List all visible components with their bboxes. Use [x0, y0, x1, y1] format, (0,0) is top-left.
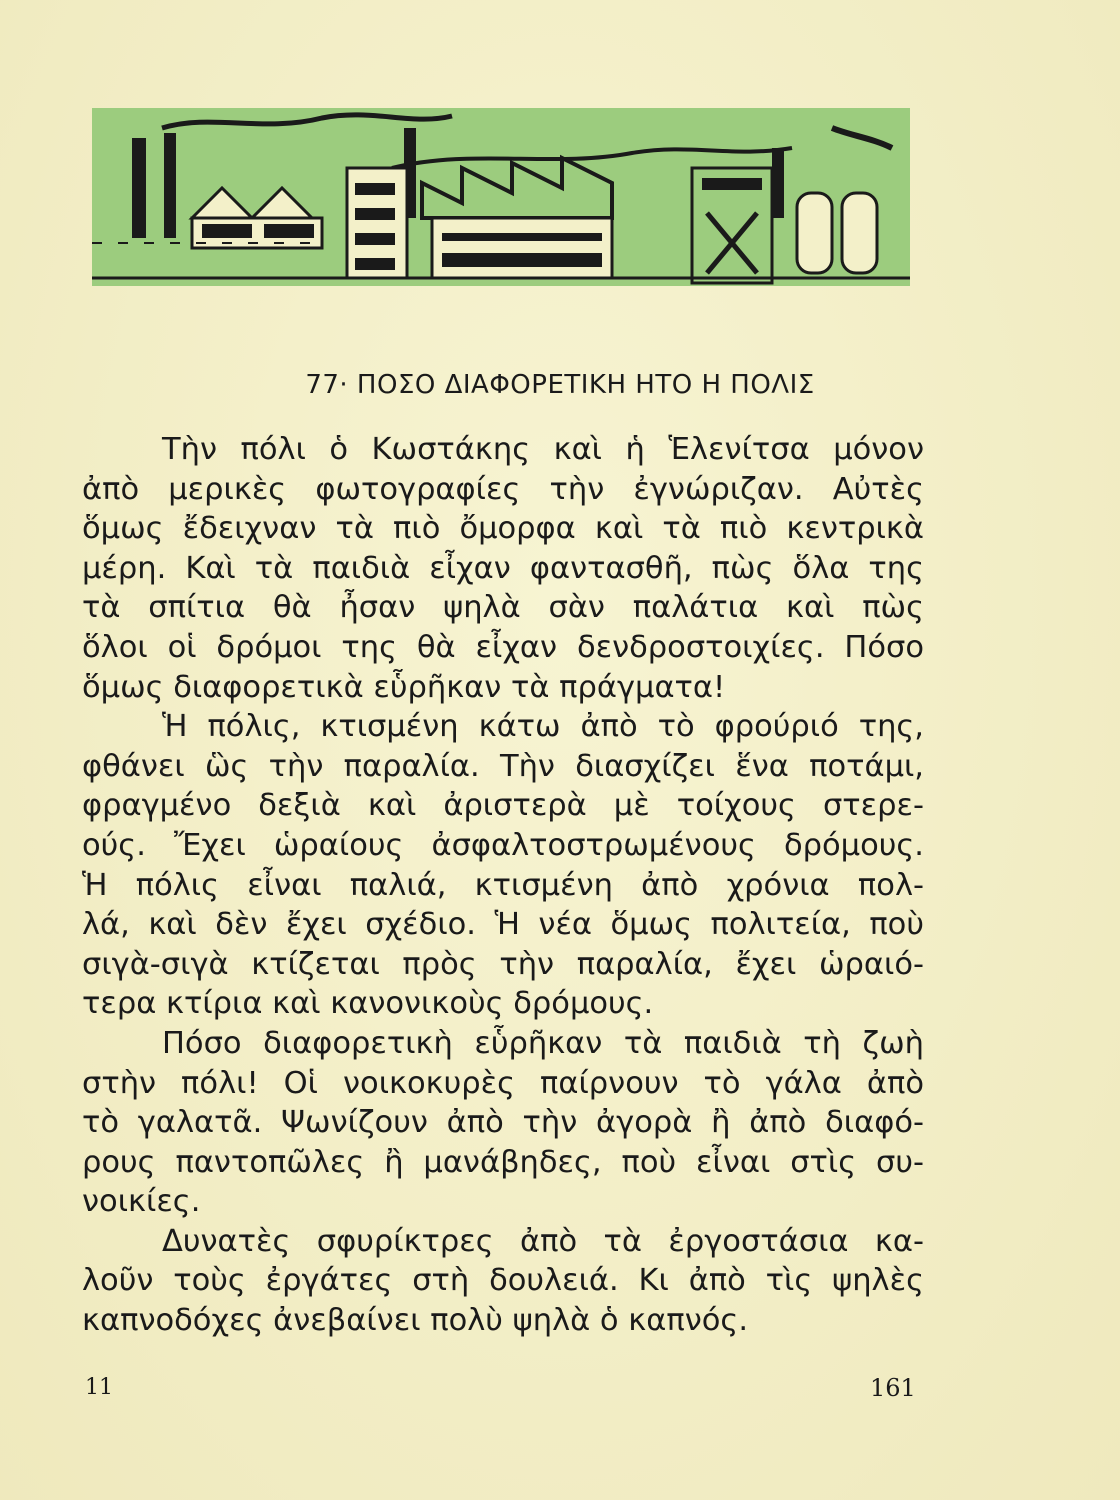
text-line: ὅλοι οἱ δρόμοι της θὰ εἶχαν δενδροστοιχίες. Πόσο — [82, 629, 924, 665]
text-line: μέρη. Καὶ τὰ παιδιὰ εἶχαν φαντασθῆ, πὼς ὅλα της — [82, 550, 924, 586]
house-windows — [202, 224, 252, 238]
long-factory — [432, 218, 612, 278]
text-line: ρους παντοπῶλες ἢ μανάβηδες, ποὺ εἶναι στὶς συ- — [82, 1144, 924, 1180]
text-line: νοικίες. — [82, 1184, 201, 1220]
text-line: Ἡ πόλις εἶναι παλιά, κτισμένη ἀπὸ χρόνια πολ- — [82, 867, 924, 903]
building-window — [355, 233, 395, 245]
page-number: 161 — [870, 1374, 916, 1402]
building-window — [355, 183, 395, 195]
paragraph — [82, 430, 924, 707]
text-line: λοῦν τοὺς ἐργάτες στὴ δουλειά. Κι ἀπὸ τὶς ψηλὲς — [82, 1263, 924, 1299]
text-line: φθάνει ὣς τὴν παραλία. Τὴν διασχίζει ἕνα ποτάμι, — [82, 748, 924, 784]
text-line: Τὴν πόλι ὁ Κωστάκης καὶ ἡ Ἑλενίτσα μόνον — [162, 432, 924, 467]
chimney-icon — [164, 133, 176, 238]
factory-windows — [442, 253, 602, 267]
house-windows — [264, 224, 314, 238]
chimney-icon — [132, 138, 146, 238]
text-line: Ἡ πόλις, κτισμένη κάτω ἀπὸ τὸ φρούριό της, — [162, 709, 924, 745]
text-line: τὰ σπίτια θὰ ἦσαν ψηλὰ σὰν παλάτια καὶ πὼς — [82, 590, 924, 626]
silo-icon — [797, 193, 832, 273]
text-line: ὅμως ἔδειχναν τὰ πιὸ ὄμορφα καὶ τὰ πιὸ κεντρικὰ — [82, 511, 924, 547]
paragraph — [82, 707, 924, 1024]
factory-illustration-svg — [92, 108, 910, 286]
building-window — [355, 258, 395, 270]
chimney-icon — [772, 148, 784, 218]
factory-windows — [442, 233, 602, 241]
text-line: Πόσο διαφορετικὴ εὗρῆκαν τὰ παιδιὰ τὴ ζωὴ — [162, 1025, 924, 1061]
text-line: στὴν πόλι! Οἱ νοικοκυρὲς παίρνουν τὸ γάλα ἀπὸ — [82, 1065, 924, 1101]
silo-icon — [842, 193, 877, 273]
paragraph — [82, 1024, 924, 1222]
text-line: ἀπὸ μερικὲς φωτογραφίες τὴν ἐγνώριζαν. Αὐτὲς — [82, 471, 924, 507]
text-line: φραγμένο δεξιὰ καὶ ἀριστερὰ μὲ τοίχους στερε- — [82, 788, 924, 824]
text-line: ὅμως διαφορετικὰ εὗρῆκαν τὰ πράγματα! — [82, 669, 726, 705]
text-line: καπνοδόχες ἀνεβαίνει πολὺ ψηλὰ ὁ καπνός. — [82, 1303, 749, 1339]
text-line: τὸ γαλατᾶ. Ψωνίζουν ἀπὸ τὴν ἀγορὰ ἢ ἀπὸ διαφό- — [82, 1105, 924, 1141]
body-text — [82, 430, 924, 1341]
block-window — [702, 178, 762, 190]
signature-mark: 11 — [85, 1375, 113, 1400]
text-line: Δυνατὲς σφυρίκτρες ἀπὸ τὰ ἐργοστάσια κα- — [162, 1223, 924, 1259]
building-window — [355, 208, 395, 220]
factory-skyline-illustration — [92, 108, 910, 286]
paragraph — [82, 1222, 924, 1341]
text-line: ούς. Ἔχει ὡραίους ἀσφαλτοστρωμένους δρόμους. — [82, 827, 924, 863]
text-line: τερα κτίρια καὶ κανονικοὺς δρόμους. — [82, 986, 654, 1022]
text-line: σιγὰ-σιγὰ κτίζεται πρὸς τὴν παραλία, ἔχει ὡραιό- — [82, 946, 924, 982]
chapter-title: 77· ΠΟΣΟ ΔΙΑΦΟΡΕΤΙΚΗ ΗΤΟ Η ΠΟΛΙΣ — [305, 370, 815, 400]
text-line: λά, καὶ δὲν ἔχει σχέδιο. Ἡ νέα ὅμως πολιτεία, ποὺ — [82, 907, 924, 943]
